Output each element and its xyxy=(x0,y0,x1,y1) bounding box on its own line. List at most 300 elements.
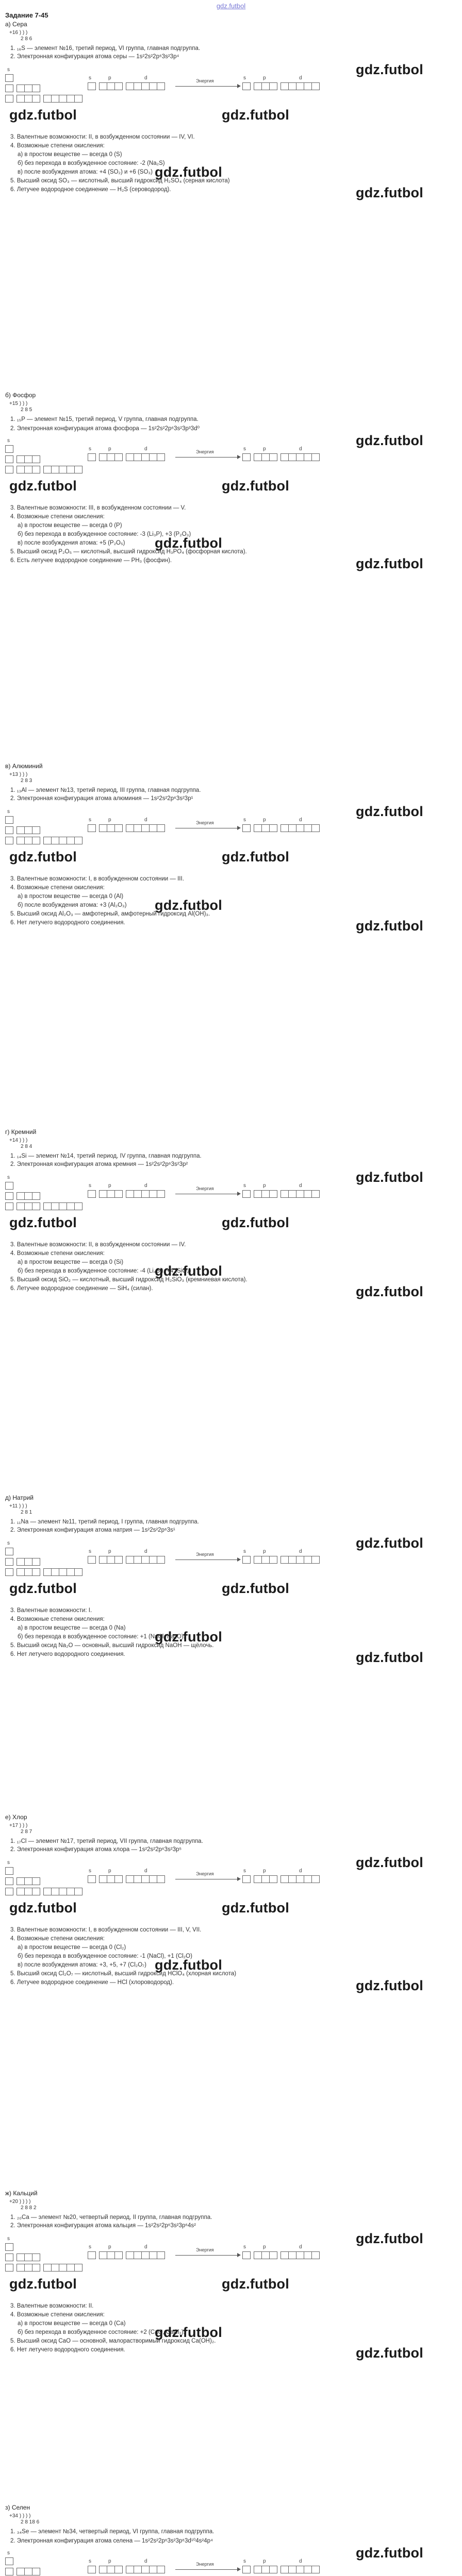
answer-line: а) в простом веществе — всегда 0 (P) xyxy=(18,522,122,529)
watermark-text: gdz.futbol xyxy=(356,1284,423,1299)
orbital-cell xyxy=(88,453,96,461)
orbital-cell xyxy=(43,837,52,844)
p-label-excited2: p xyxy=(263,2558,266,2564)
orbital-cell xyxy=(16,84,25,92)
answer-line: 1. ₁₅P — элемент №15, третий период, V группа, главная подгруппа. xyxy=(10,416,199,422)
orbital-cell xyxy=(269,1556,277,1564)
orbital-cell xyxy=(107,2566,115,2573)
orbital-cell xyxy=(254,2251,262,2259)
s-sublevel-label: s xyxy=(7,1540,10,1546)
orbital-cell xyxy=(59,1568,67,1576)
atom-shell-diagram: +17 ) ) ) xyxy=(9,1823,28,1828)
orbital-cell xyxy=(67,95,75,103)
watermark-text: gdz.futbol xyxy=(356,1855,423,1870)
orbital-cell xyxy=(24,466,32,473)
excited2-orbital-p xyxy=(254,824,277,832)
answer-line: а) в простом веществе — всегда 0 (Na) xyxy=(18,1625,126,1631)
atom-shell-diagram: +15 ) ) ) xyxy=(9,401,28,406)
watermark-text: gdz.futbol xyxy=(222,107,289,123)
answer-line: б) без перехода в возбужденное состояние: +1 (NaCl, Na₂O). xyxy=(18,1634,185,1640)
excitation-label: Энергия xyxy=(196,449,214,454)
excited-orbital-s xyxy=(88,1190,95,1198)
orbital-cell xyxy=(242,824,251,832)
orbital-row-2s xyxy=(5,826,13,834)
answer-line: 1. ₁₇Cl — элемент №17, третий период, VII группа, главная подгруппа. xyxy=(10,1838,203,1844)
task-section-d xyxy=(0,1128,462,1484)
orbital-cell xyxy=(59,837,67,844)
orbital-cell xyxy=(261,453,270,461)
orbital-cell xyxy=(67,1202,75,1210)
orbital-cell xyxy=(157,1556,165,1564)
excitation-label: Энергия xyxy=(196,1871,214,1876)
orbital-row-3s xyxy=(5,1568,13,1576)
orbital-row-3d xyxy=(43,466,82,473)
orbital-cell xyxy=(67,837,75,844)
orbital-cell xyxy=(107,1190,115,1198)
watermark-text: gdz.futbol xyxy=(155,1263,222,1279)
answer-line: 5. Высший оксид Al₂O₃ — амфотерный, амфотерный гидроксид Al(OH)₃. xyxy=(10,911,210,917)
watermark-text: gdz.futbol xyxy=(155,1957,222,1973)
orbital-cell xyxy=(32,1192,40,1200)
orbital-cell xyxy=(280,2566,289,2573)
excited-orbital-d xyxy=(126,2566,164,2573)
orbital-row-3s xyxy=(5,1202,13,1210)
orbital-cell xyxy=(5,837,13,844)
orbital-cell xyxy=(67,1888,75,1895)
orbital-row-3p xyxy=(16,1202,40,1210)
excitation-arrow-head xyxy=(237,1192,241,1196)
p-label-excited: p xyxy=(108,446,111,452)
orbital-cell xyxy=(304,453,312,461)
section-heading: д) Натрий xyxy=(5,1494,34,1501)
orbital-cell xyxy=(24,1888,32,1895)
orbital-row-2p xyxy=(16,1192,40,1200)
orbital-cell xyxy=(269,453,277,461)
orbital-cell xyxy=(141,824,150,832)
task-section-f xyxy=(0,1814,462,2179)
orbital-cell xyxy=(67,1568,75,1576)
orbital-row-1s xyxy=(5,74,13,82)
excited-orbital-s xyxy=(88,453,95,461)
excited2-orbital-p xyxy=(254,2251,277,2259)
answer-line: а) в простом веществе — всегда 0 (Si) xyxy=(18,1259,124,1265)
orbital-cell xyxy=(51,95,59,103)
excitation-arrow-head xyxy=(237,2567,241,2571)
answer-line: 4. Возможные степени окисления: xyxy=(10,1936,105,1942)
answer-line: 3. Валентные возможности: II, в возбужденном состоянии — IV. xyxy=(10,1242,186,1248)
orbital-cell xyxy=(114,1556,123,1564)
excited-orbital-s xyxy=(88,82,95,90)
orbital-row-3d xyxy=(43,95,82,103)
s-label-excited2: s xyxy=(243,75,246,81)
watermark-text: gdz.futbol xyxy=(155,897,222,913)
orbital-cell xyxy=(99,2251,107,2259)
orbital-cell xyxy=(141,1556,150,1564)
excited-orbital-p xyxy=(99,82,122,90)
orbital-cell xyxy=(261,2566,270,2573)
orbital-cell xyxy=(304,1875,312,1883)
excited2-orbital-d xyxy=(280,2251,319,2259)
excited-orbital-s xyxy=(88,2251,95,2259)
answer-line: б) без перехода в возбужденное состояние: -4 (Li₄Si), +4 (SiO₂) xyxy=(18,1268,191,1274)
answer-line: а) в простом веществе — всегда 0 (Al) xyxy=(18,893,124,900)
answer-line: в) после возбуждения атома: +4 (SO₂) и +6 (SO₃) xyxy=(18,169,153,175)
excited2-orbital-p xyxy=(254,1190,277,1198)
answer-line: 5. Высший оксид CaO — основной, малорастворимый гидроксид Ca(OH)₂. xyxy=(10,2338,216,2344)
d-label-excited: d xyxy=(144,817,147,823)
d-label-excited2: d xyxy=(299,1868,302,1874)
atom-shell-diagram: +20 ) ) ) ) xyxy=(9,2199,31,2205)
orbital-cell xyxy=(134,1556,142,1564)
orbital-cell xyxy=(296,82,304,90)
orbital-cell xyxy=(114,2251,123,2259)
orbital-cell xyxy=(99,82,107,90)
orbital-cell xyxy=(304,1190,312,1198)
excited-orbital-d xyxy=(126,1556,164,1564)
excited-orbital-p xyxy=(99,1875,122,1883)
orbital-row-3d xyxy=(43,1202,82,1210)
orbital-cell xyxy=(5,2568,13,2575)
orbital-cell xyxy=(126,1875,134,1883)
excited2-orbital-s xyxy=(242,453,250,461)
orbital-cell xyxy=(16,466,25,473)
orbital-row-2s xyxy=(5,455,13,463)
orbital-cell xyxy=(157,82,165,90)
orbital-row-3p xyxy=(16,837,40,844)
excited-orbital-d xyxy=(126,1875,164,1883)
orbital-cell xyxy=(32,837,40,844)
watermark-text: gdz.futbol xyxy=(155,1629,222,1645)
orbital-cell xyxy=(242,453,251,461)
orbital-cell xyxy=(254,1556,262,1564)
orbital-cell xyxy=(74,837,82,844)
orbital-row-2s xyxy=(5,2568,13,2575)
orbital-row-2p xyxy=(16,84,40,92)
section-heading: г) Кремний xyxy=(5,1128,37,1136)
orbital-cell xyxy=(88,1556,96,1564)
section-heading: е) Хлор xyxy=(5,1814,27,1821)
watermark-text: gdz.futbol xyxy=(356,1535,423,1551)
task-title: Задание 7-45 xyxy=(5,11,48,19)
watermark-text: gdz.futbol xyxy=(155,535,222,551)
excited-orbital-d xyxy=(126,82,164,90)
source-link[interactable]: gdz.futbol xyxy=(216,2,246,10)
excitation-label: Энергия xyxy=(196,1552,214,1557)
d-label-excited: d xyxy=(144,1868,147,1874)
watermark-text: gdz.futbol xyxy=(356,1650,423,1665)
orbital-cell xyxy=(261,2251,270,2259)
orbital-cell xyxy=(114,824,123,832)
orbital-cell xyxy=(67,466,75,473)
watermark-text: gdz.futbol xyxy=(356,1978,423,1993)
orbital-cell xyxy=(149,453,157,461)
orbital-cell xyxy=(16,1558,25,1566)
answer-line: 1. ₃₄Se — элемент №34, четвертый период, VI группа, главная подгруппа. xyxy=(10,2529,214,2535)
answer-line: 5. Высший оксид Cl₂O₇ — кислотный, высший гидроксид HClO₄ (хлорная кислота) xyxy=(10,1971,237,1977)
orbital-row-1s xyxy=(5,1867,13,1875)
s-label-excited: s xyxy=(89,1183,91,1189)
answer-line: в) после возбуждения атома: +5 (P₂O₅) xyxy=(18,540,125,546)
excited2-orbital-p xyxy=(254,2566,277,2573)
orbital-row-2p xyxy=(16,2568,40,2575)
orbital-row-2s xyxy=(5,1877,13,1885)
orbital-cell xyxy=(32,1202,40,1210)
excitation-arrow-head xyxy=(237,84,241,88)
orbital-cell xyxy=(134,1875,142,1883)
orbital-row-1s xyxy=(5,2243,13,2251)
orbital-cell xyxy=(261,1875,270,1883)
orbital-cell xyxy=(5,2243,13,2251)
orbital-cell xyxy=(43,466,52,473)
answer-line: 1. ₂₀Ca — элемент №20, четвертый период, II группа, главная подгруппа. xyxy=(10,2214,212,2221)
orbital-cell xyxy=(296,824,304,832)
shell-electron-counts: 2 8 3 xyxy=(21,778,32,784)
d-label-excited: d xyxy=(144,1183,147,1189)
excited2-orbital-d xyxy=(280,82,319,90)
orbital-cell xyxy=(43,95,52,103)
watermark-text: gdz.futbol xyxy=(222,1215,289,1230)
answer-line: 6. Летучее водородное соединение — SiH₄ (силан). xyxy=(10,1285,153,1292)
answer-line: 6. Летучее водородное соединение — HCl (хлороводород). xyxy=(10,1979,174,1986)
answer-line: б) без перехода в возбужденное состояние: +2 (CaO, CaCl₂). xyxy=(18,2329,185,2335)
orbital-cell xyxy=(5,2253,13,2261)
watermark-text: gdz.futbol xyxy=(155,164,222,180)
excited-orbital-d xyxy=(126,2251,164,2259)
orbital-cell xyxy=(24,84,32,92)
excited2-orbital-d xyxy=(280,2566,319,2573)
answer-line: 3. Валентные возможности: I. xyxy=(10,1607,92,1614)
orbital-cell xyxy=(269,1875,277,1883)
excited2-orbital-p xyxy=(254,82,277,90)
d-label-excited2: d xyxy=(299,817,302,823)
p-label-excited: p xyxy=(108,817,111,823)
task-section-g xyxy=(0,2190,462,2494)
answer-line: а) в простом веществе — всегда 0 (S) xyxy=(18,151,122,158)
orbital-cell xyxy=(16,1888,25,1895)
task-section-a xyxy=(0,21,462,381)
orbital-row-3p xyxy=(16,466,40,473)
orbital-cell xyxy=(311,82,320,90)
orbital-cell xyxy=(242,82,251,90)
orbital-cell xyxy=(5,1877,13,1885)
atom-shell-diagram: +13 ) ) ) xyxy=(9,772,28,777)
s-sublevel-label: s xyxy=(7,1175,10,1180)
answer-line: а) в простом веществе — всегда 0 (Cl₂) xyxy=(18,1944,126,1951)
orbital-cell xyxy=(51,2264,59,2272)
p-label-excited: p xyxy=(108,1549,111,1554)
excited-orbital-p xyxy=(99,2566,122,2573)
orbital-row-2p xyxy=(16,1877,40,1885)
answer-line: 3. Валентные возможности: III, в возбужденном состоянии — V. xyxy=(10,505,186,511)
answer-line: 1. ₁₃Al — элемент №13, третий период, III группа, главная подгруппа. xyxy=(10,787,201,793)
orbital-cell xyxy=(280,453,289,461)
p-label-excited: p xyxy=(108,75,111,81)
orbital-cell xyxy=(16,837,25,844)
p-label-excited: p xyxy=(108,2558,111,2564)
orbital-cell xyxy=(288,82,296,90)
excited-orbital-s xyxy=(88,1556,95,1564)
orbital-cell xyxy=(280,2251,289,2259)
d-label-excited2: d xyxy=(299,446,302,452)
excitation-arrow-line xyxy=(175,2569,237,2570)
shell-electron-counts: 2 8 8 2 xyxy=(21,2205,37,2211)
excited2-orbital-p xyxy=(254,453,277,461)
orbital-cell xyxy=(126,453,134,461)
orbital-cell xyxy=(288,824,296,832)
orbital-cell xyxy=(242,1190,251,1198)
answer-line: 2. Электронная конфигурация атома алюминия — 1s²2s²2p⁶3s²3p¹ xyxy=(10,795,193,802)
orbital-cell xyxy=(269,2566,277,2573)
orbital-cell xyxy=(88,824,96,832)
orbital-row-3d xyxy=(43,837,82,844)
watermark-text: gdz.futbol xyxy=(9,849,77,865)
orbital-row-3d xyxy=(43,1888,82,1895)
orbital-cell xyxy=(99,453,107,461)
answer-line: 2. Электронная конфигурация атома серы — 1s²2s²2p⁶3s²3p⁴ xyxy=(10,54,179,60)
watermark-text: gdz.futbol xyxy=(222,478,289,494)
orbital-cell xyxy=(296,2566,304,2573)
orbital-cell xyxy=(311,1556,320,1564)
orbital-cell xyxy=(59,1888,67,1895)
orbital-cell xyxy=(288,1875,296,1883)
orbital-cell xyxy=(254,824,262,832)
answer-line: 5. Высший оксид P₂O₅ — кислотный, высший гидроксид H₃PO₄ (фосфорная кислота). xyxy=(10,549,247,555)
orbital-cell xyxy=(280,82,289,90)
answer-line: в) после возбуждения атома: +3, +5, +7 (Cl₂O₇) xyxy=(18,1962,146,1968)
orbital-cell xyxy=(141,2251,150,2259)
watermark-text: gdz.futbol xyxy=(222,1581,289,1596)
orbital-cell xyxy=(32,84,40,92)
orbital-cell xyxy=(32,2568,40,2575)
excitation-label: Энергия xyxy=(196,2562,214,2567)
orbital-row-3p xyxy=(16,1888,40,1895)
orbital-cell xyxy=(254,82,262,90)
orbital-cell xyxy=(254,1190,262,1198)
orbital-cell xyxy=(5,1888,13,1895)
answer-line: 3. Валентные возможности: II, в возбужденном состоянии — IV, VI. xyxy=(10,134,195,140)
orbital-row-2p xyxy=(16,1558,40,1566)
p-label-excited2: p xyxy=(263,817,266,823)
orbital-cell xyxy=(59,95,67,103)
orbital-cell xyxy=(141,82,150,90)
d-label-excited2: d xyxy=(299,2558,302,2564)
d-label-excited: d xyxy=(144,1549,147,1554)
excited-orbital-d xyxy=(126,824,164,832)
orbital-cell xyxy=(32,1888,40,1895)
orbital-row-3p xyxy=(16,95,40,103)
orbital-cell xyxy=(5,466,13,473)
orbital-cell xyxy=(5,2557,13,2565)
excitation-label: Энергия xyxy=(196,1186,214,1191)
excited2-orbital-s xyxy=(242,82,250,90)
orbital-cell xyxy=(24,2264,32,2272)
watermark-text: gdz.futbol xyxy=(356,804,423,819)
s-label-excited: s xyxy=(89,817,91,823)
orbital-cell xyxy=(16,1568,25,1576)
orbital-cell xyxy=(296,1556,304,1564)
orbital-cell xyxy=(32,2253,40,2261)
orbital-cell xyxy=(254,1875,262,1883)
answer-line: 2. Электронная конфигурация атома селена — 1s²2s²2p⁶3s²3p⁶3d¹⁰4s²4p⁴ xyxy=(10,2538,213,2544)
answer-line: 4. Возможные степени окисления: xyxy=(10,514,105,520)
excitation-arrow-head xyxy=(237,455,241,459)
excited-orbital-s xyxy=(88,1875,95,1883)
orbital-cell xyxy=(134,453,142,461)
answer-line: 2. Электронная конфигурация атома натрия — 1s²2s²2p⁶3s¹ xyxy=(10,1527,175,1533)
answer-line: 6. Нет летучего водородного соединения. xyxy=(10,920,125,926)
excited2-orbital-s xyxy=(242,1556,250,1564)
answer-line: а) в простом веществе — всегда 0 (Ca) xyxy=(18,2320,126,2327)
orbital-cell xyxy=(261,1190,270,1198)
orbital-cell xyxy=(149,2566,157,2573)
orbital-row-2p xyxy=(16,2253,40,2261)
answer-line: 2. Электронная конфигурация атома кальция — 1s²2s²2p⁶3s²3p⁶4s² xyxy=(10,2223,196,2229)
excitation-arrow-head xyxy=(237,1877,241,1881)
orbital-cell xyxy=(51,466,59,473)
excited2-orbital-p xyxy=(254,1875,277,1883)
orbital-cell xyxy=(16,2253,25,2261)
excitation-arrow-head xyxy=(237,2253,241,2257)
orbital-cell xyxy=(288,2566,296,2573)
orbital-row-3s xyxy=(5,1888,13,1895)
watermark-text: gdz.futbol xyxy=(222,849,289,865)
excitation-arrow-line xyxy=(175,86,237,87)
orbital-cell xyxy=(24,1558,32,1566)
d-label-excited: d xyxy=(144,75,147,81)
orbital-cell xyxy=(5,1867,13,1875)
answer-line: 5. Высший оксид SO₃ — кислотный, высший гидроксид H₂SO₄ (серная кислота) xyxy=(10,178,230,184)
orbital-cell xyxy=(269,82,277,90)
orbital-cell xyxy=(43,1568,52,1576)
excited2-orbital-d xyxy=(280,1875,319,1883)
task-section-b xyxy=(0,392,462,752)
s-label-excited: s xyxy=(89,446,91,452)
orbital-cell xyxy=(59,1202,67,1210)
d-label-excited: d xyxy=(144,446,147,452)
excited2-orbital-d xyxy=(280,453,319,461)
excited2-orbital-s xyxy=(242,1875,250,1883)
orbital-cell xyxy=(5,1182,13,1190)
orbital-cell xyxy=(32,455,40,463)
watermark-text: gdz.futbol xyxy=(9,107,77,123)
orbital-row-2s xyxy=(5,84,13,92)
orbital-cell xyxy=(296,2251,304,2259)
watermark-text: gdz.futbol xyxy=(356,918,423,934)
orbital-cell xyxy=(141,2566,150,2573)
excitation-arrow-head xyxy=(237,1557,241,1562)
orbital-cell xyxy=(107,824,115,832)
orbital-cell xyxy=(74,466,82,473)
answer-line: 4. Возможные степени окисления: xyxy=(10,2312,105,2318)
orbital-cell xyxy=(242,1875,251,1883)
orbital-row-2p xyxy=(16,455,40,463)
s-label-excited: s xyxy=(89,1549,91,1554)
answer-line: 6. Есть летучее водородное соединение — PH₃ (фосфин). xyxy=(10,557,172,564)
d-label-excited2: d xyxy=(299,1549,302,1554)
orbital-cell xyxy=(88,2251,96,2259)
watermark-text: gdz.futbol xyxy=(356,433,423,448)
excited-orbital-p xyxy=(99,1190,122,1198)
orbital-cell xyxy=(242,2251,251,2259)
orbital-cell xyxy=(24,2253,32,2261)
watermark-text: gdz.futbol xyxy=(9,478,77,494)
answer-line: 5. Высший оксид Na₂O — основный, высший гидроксид NaOH — щёлочь. xyxy=(10,1642,214,1649)
excited-orbital-s xyxy=(88,2566,95,2573)
orbital-cell xyxy=(149,1190,157,1198)
orbital-cell xyxy=(107,1875,115,1883)
excited2-orbital-s xyxy=(242,824,250,832)
s-label-excited2: s xyxy=(243,1868,246,1874)
